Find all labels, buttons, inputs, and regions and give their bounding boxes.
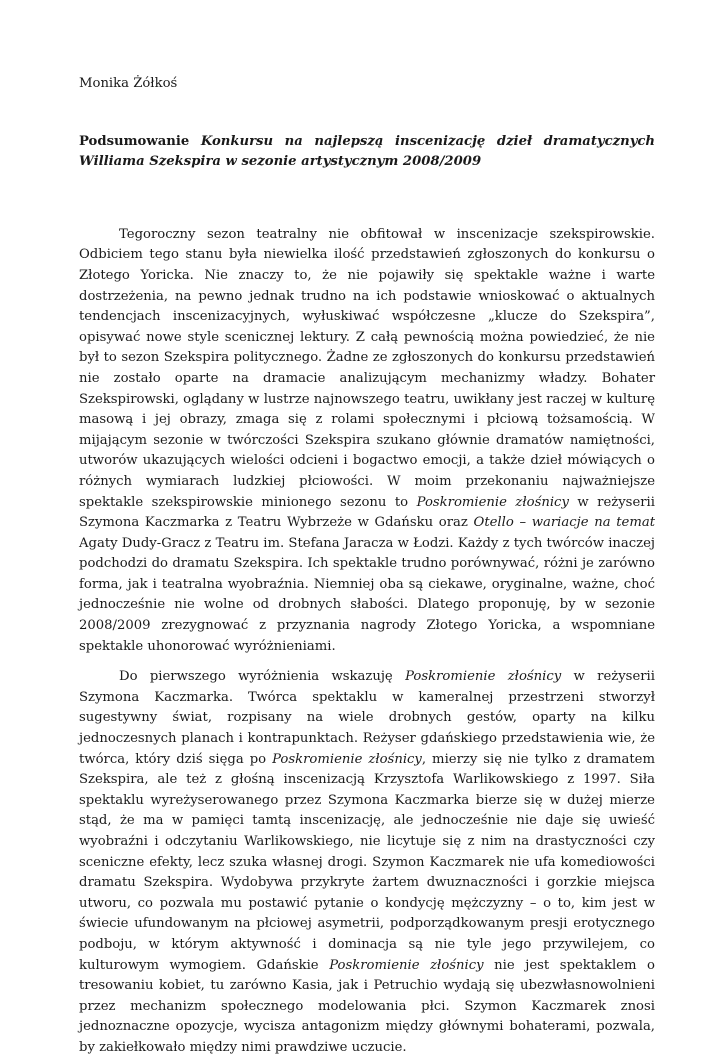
play-title: Poskromienie złośnicy (329, 957, 484, 973)
paragraph-2-text-4: nie jest spektaklem o tresowaniu kobiet, tu zarówno Kasia, jak i Petruchio wydają się ubezwłasnowolnieni przez mechanizm społecznego modelowania płci. Szymon Kaczmarek znosi jednoznaczne opozycje, wycisza antagonizm między głównymi bohaterami, pozwala, by zakiełkowało między nimi prawdziwe uczucie. (79, 957, 656, 1055)
paragraph-1 (79, 225, 655, 657)
paragraph-2 (79, 667, 655, 1058)
play-title: Otello – wariacje na temat (473, 515, 656, 531)
title-italic: Konkursu na najlepszą inscenizację dzieł dramatycznych Williama Szekspira w sezonie artystycznym 2008/2009 (79, 133, 655, 170)
paragraph-2-text-1: Do pierwszego wyróżnienia wskazuję (119, 669, 406, 685)
document-title (79, 132, 655, 173)
title-prefix: Podsumowanie (79, 133, 201, 149)
paragraph-1-text-2: w reżyserii Szymona Kaczmarka z Teatru Wybrzeże w Gdańsku oraz (79, 494, 655, 531)
paragraph-2-text-3: , mierzy się nie tylko z dramatem Szekspira, ale też z głośną inscenizacją Krzysztofa Warlikowskiego z 1997. Siła spektaklu wyreżyserowanego przez Szymona Kaczmarka bierze się w dużej mierze stąd, że ma w pamięci tamtą inscenizację, ale jednocześnie nie daje się uwieść wyobraźni i odczytaniu Warlikowskiego, nie licytuje się z nim na drastyczności czy sceniczne efekty, lecz szuka własnej drogi. Szymon Kaczmarek nie ufa komediowości dramatu Szekspira. Wydobywa przykryte żartem dwuznaczności i gorzkie miejsca utworu, co pozwala mu postawić pytanie o kondycję mężczyzny – o to, kim jest w świecie ufundowanym na płciowej asymetrii, podporządkowanym presji erotycznego podboju, w którym aktywność i dominacja są nie tyle jego przywilejem, co kulturowym wymogiem. Gdańskie (79, 751, 655, 973)
play-title: Poskromienie złośnicy (405, 669, 562, 685)
paragraph-2-text-2: w reżyserii Szymona Kaczmarka. Twórca spektaklu w kameralnej przestrzeni stworzył sugestywny świat, rozpisany na wiele drobnych gestów, oparty na kilku jednoczesnych planach i kontrapunktach. Reżyser gdańskiego przedstawienia wie, że twórca, który dziś sięga po (79, 669, 655, 767)
author-name: Monika Żółkoś (79, 76, 178, 91)
paragraph-1-text-1: Tegoroczny sezon teatralny nie obfitował w inscenizacje szekspirowskie. Odbiciem tego stanu była niewielka ilość przedstawień zgłoszonych do konkursu o Złotego Yoricka. Nie znaczy to, że nie pojawiły się spektakle ważne i warte dostrzeżenia, na pewno jednak trudno na ich podstawie wnioskować o aktualnych tendencjach inscenizacyjnych, wyłuskiwać współczesne „klucze do Szekspira”, opisywać nowe style scenicznej lektury. Z całą pewnością można powiedzieć, że nie był to sezon Szekspira politycznego. Żadne ze zgłoszonych do konkursu przedstawień nie zostało oparte na dramacie analizującym mechanizmy władzy. Bohater Szekspirowski, oglądany w lustrze najnowszego teatru, uwikłany jest raczej w kulturę masową i jej obrazy, zmaga się z rolami społecznymi i płciową tożsamością. W mijającym sezonie w twórczości Szekspira szukano głównie dramatów namiętności, utworów ukazujących wielości odcieni i bogactwo emocji, a także dzieł mówiących o różnych wymiarach ludzkiej płciowości. W moim przekonaniu najważniejsze spektakle szekspirowskie minionego sezonu to (79, 226, 655, 510)
play-title: Poskromienie złośnicy (416, 494, 569, 510)
document-page (79, 0, 655, 1059)
play-title: Poskromienie złośnicy (272, 751, 422, 767)
paragraph-1-text-3: Agaty Dudy-Gracz z Teatru im. Stefana Jaracza w Łodzi. Każdy z tych twórców inaczej podchodzi do dramatu Szekspira. Ich spektakle trudno porównywać, różni je zarówno forma, jak i teatralna wyobraźnia. Niemniej oba są ciekawe, oryginalne, ważne, choć jednocześnie nie wolne od drobnych słabości. Dlatego proponuję, by w sezonie 2008/2009 zrezygnować z przyznania nagrody Złotego Yoricka, a wspomniane spektakle uhonorować wyróżnieniami. (79, 535, 655, 654)
